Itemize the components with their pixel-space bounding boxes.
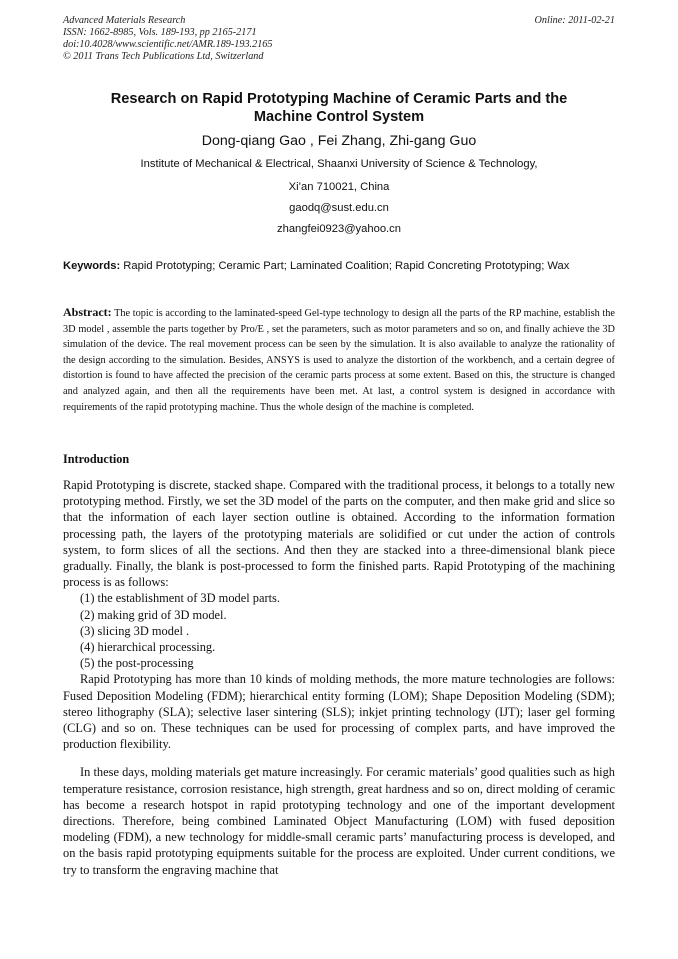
keywords-block bbox=[63, 259, 615, 274]
title-line-2: Machine Control System bbox=[253, 109, 425, 125]
abstract-label: Abstract: bbox=[63, 305, 112, 319]
affiliation-city: Xi’an 710021, China bbox=[288, 181, 390, 193]
copyright-line: © 2011 Trans Tech Publications Ltd, Switzerland bbox=[63, 51, 264, 62]
abstract-block bbox=[63, 305, 615, 415]
doi-line: doi:10.4028/www.scientific.net/AMR.189-193.2165 bbox=[63, 39, 273, 50]
list-item: (1) the establishment of 3D model parts. bbox=[80, 591, 280, 606]
title-line-1: Research on Rapid Prototyping Machine of Ceramic Parts and the bbox=[110, 91, 568, 107]
author-email-2: zhangfei0923@yahoo.cn bbox=[277, 223, 401, 235]
keywords-text: Rapid Prototyping; Ceramic Part; Laminated Coalition; Rapid Concreting Prototyping; Wax bbox=[120, 260, 570, 272]
affiliation-institute: Institute of Mechanical & Electrical, Shaanxi University of Science & Technology, bbox=[140, 158, 538, 170]
paper-title bbox=[63, 90, 615, 126]
list-item: (4) hierarchical processing. bbox=[80, 640, 216, 655]
intro-body bbox=[63, 477, 615, 878]
list-item: (3) slicing 3D model . bbox=[80, 623, 190, 638]
section-heading-introduction: Introduction bbox=[63, 452, 130, 466]
online-date: Online: 2011-02-21 bbox=[534, 15, 615, 26]
list-item: (2) making grid of 3D model. bbox=[80, 607, 227, 622]
list-item: (5) the post-processing bbox=[80, 656, 194, 671]
intro-paragraph-3: In these days, molding materials get mature increasingly. For ceramic materials’ good qualities such as high temperature resistance, corrosion resistance, high strength, great hardness and so on, direct molding of ceramic has become a research hotspot in rapid prototyping technology and one of the important development directions. Therefore, being combined Laminated Object Manufacturing (LOM) with fused deposition modeling (FDM), a new technology for middle-small ceramic parts’ manufacturing process is developed, and on the basis rapid prototyping equipments suitable for the process are exploited. Under current conditions, we try to transform the engraving machine that bbox=[63, 765, 615, 877]
process-steps-list bbox=[63, 590, 615, 671]
author-email-1: gaodq@sust.edu.cn bbox=[289, 202, 389, 214]
journal-header bbox=[63, 15, 615, 63]
issn-line: ISSN: 1662-8985, Vols. 189-193, pp 2165-2171 bbox=[63, 27, 257, 38]
author-list: Dong-qiang Gao , Fei Zhang, Zhi-gang Guo bbox=[201, 133, 477, 149]
journal-name: Advanced Materials Research bbox=[63, 15, 186, 26]
abstract-text: The topic is according to the laminated-speed Gel-type technology to design all the parts of the RP machine, establish the 3D model , assemble the parts together by Pro/E , set the parameters, such as motor parameters and so on, and finally achieve the 3D simulation of the device. The real movement process can be seen by the simulation. It is also available to analyze the rationality of the design according to the simulation. Besides, ANSYS is used to analyze the distortion of the workbench, and a certain degree of distortion is found to have affected the precision of the ceramic parts process at some extent. Based on this, the structure is changed and analyzed again, and then all the requirements have been met. At last, a control system is designed in accordance with requirements of the rapid prototyping machine. Thus the whole design of the machine is completed. bbox=[63, 308, 615, 413]
intro-paragraph-2: Rapid Prototyping has more than 10 kinds of molding methods, the more mature technologies are follows: Fused Deposition Modeling (FDM); hierarchical entity forming (LOM); Shape Deposition Modeling (SDM); stereo lithography (SLA); selective laser sintering (SLS); inkjet printing technology (IJT); laser gel forming (CLG) and so on. These techniques can be used for processing of complex parts, and have improved the production flexibility. bbox=[63, 672, 615, 752]
keywords-label: Keywords: bbox=[63, 260, 121, 272]
intro-paragraph-1: Rapid Prototyping is discrete, stacked shape. Compared with the traditional process, it belongs to a totally new prototyping method. Firstly, we set the 3D model of the parts on the computer, and then make grid and slice so that the information of each layer section outline is obtained. According to the information formation processing path, the layers of the prototyping materials are solidified or cut under the action of controls system, to form slices of all the sections. And then they are stacked into a three-dimensional blank piece gradually. Finally, the blank is post-processed to form the finished parts. Rapid Prototyping of the machining process is as follows: bbox=[63, 478, 615, 590]
